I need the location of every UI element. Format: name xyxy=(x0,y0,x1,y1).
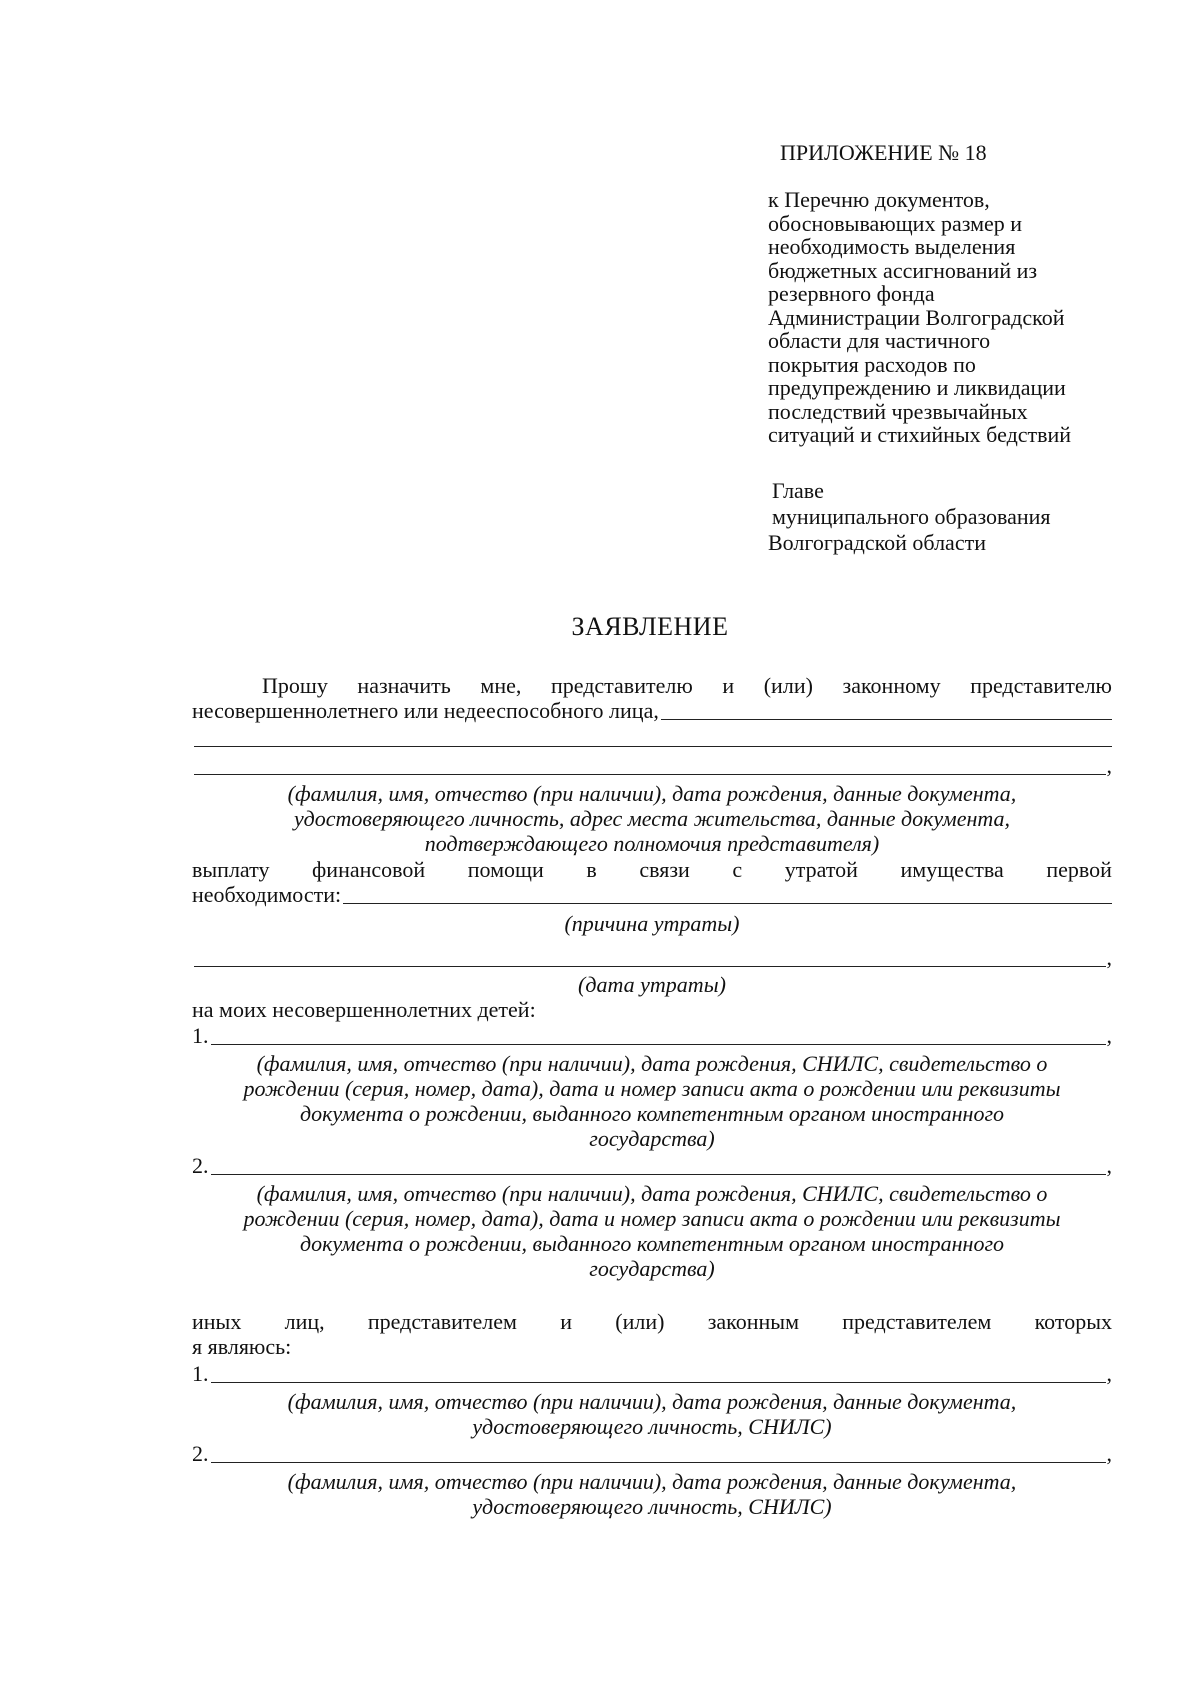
comma: , xyxy=(1106,1153,1112,1178)
word: помощи xyxy=(467,857,544,882)
applicant-blank-line xyxy=(192,754,1112,778)
children-heading-text: на моих несовершеннолетних детей: xyxy=(192,997,536,1022)
request-line-2 xyxy=(192,699,1112,723)
word: лиц, xyxy=(284,1309,325,1334)
annex-line: к Перечню документов, xyxy=(768,187,990,212)
word: которых xyxy=(1034,1309,1112,1334)
caption-line: рождении (серия, номер, дата), дата и номер записи акта о рождении или реквизиты xyxy=(243,1206,1061,1231)
caption-line: (дата утраты) xyxy=(578,972,726,997)
children-heading xyxy=(192,998,1112,1022)
caption-line: (фамилия, имя, отчество (при наличии), дата рождения, данные документа, xyxy=(287,781,1017,806)
child-1-caption xyxy=(192,1051,1112,1151)
word: выплату xyxy=(192,857,270,882)
payment-line-2 xyxy=(192,883,1112,907)
word: и xyxy=(560,1309,572,1334)
word: назначить xyxy=(357,673,451,698)
item-number: 1. xyxy=(192,1023,209,1048)
caption-line: удостоверяющего личность, СНИЛС) xyxy=(472,1414,832,1439)
annex-line: Администрации Волгоградской xyxy=(768,304,1065,330)
annex-line: обосновывающих размер и xyxy=(768,210,1023,236)
request-line-1 xyxy=(262,674,1112,698)
comma: , xyxy=(1106,1023,1112,1048)
word: (или) xyxy=(763,673,813,698)
word: с xyxy=(732,857,743,882)
comma: , xyxy=(1106,945,1112,970)
caption-line: государства) xyxy=(589,1126,715,1151)
other-person-1-field[interactable] xyxy=(211,1382,1106,1383)
word: финансовой xyxy=(312,857,426,882)
comma: , xyxy=(1106,753,1112,778)
item-number: 2. xyxy=(192,1441,209,1466)
annex-line: бюджетных ассигнований из xyxy=(768,257,1038,283)
caption-line: подтверждающего полномочия представителя) xyxy=(424,831,880,856)
annex-line: необходимость выделения xyxy=(768,234,1016,259)
addressee-line: Главе xyxy=(772,478,824,503)
document-title: ЗАЯВЛЕНИЕ xyxy=(571,612,729,641)
annex-description xyxy=(768,188,1071,447)
comma: , xyxy=(1106,1441,1112,1466)
applicant-caption xyxy=(192,781,1112,856)
caption-line: удостоверяющего личность, адрес места жительства, данные документа, xyxy=(293,806,1011,831)
word: иных xyxy=(192,1309,242,1334)
word: утратой xyxy=(784,857,858,882)
caption-line: (фамилия, имя, отчество (при наличии), дата рождения, данные документа, xyxy=(287,1469,1017,1494)
annex-line: ситуаций и стихийных бедствий xyxy=(768,422,1072,447)
item-number: 2. xyxy=(192,1153,209,1178)
payment-line-1 xyxy=(192,858,1112,882)
other-2-line xyxy=(192,1442,1112,1466)
annex-line: покрытия расходов по xyxy=(768,351,976,377)
child-2-caption xyxy=(192,1181,1112,1281)
loss-reason-field[interactable] xyxy=(343,903,1112,904)
word: Прошу xyxy=(262,673,328,698)
date-caption xyxy=(192,972,1112,997)
caption-line: удостоверяющего личность, СНИЛС) xyxy=(472,1494,832,1519)
reason-caption xyxy=(192,911,1112,936)
child-2-line xyxy=(192,1154,1112,1178)
caption-line: (причина утраты) xyxy=(564,911,740,936)
applicant-blank-line xyxy=(192,726,1112,750)
annex-line: последствий чрезвычайных xyxy=(768,398,1028,424)
loss-date-line xyxy=(192,946,1112,970)
caption-line: (фамилия, имя, отчество (при наличии), дата рождения, СНИЛС, свидетельство о xyxy=(256,1051,1048,1076)
addressee-line: муниципального образования xyxy=(772,504,1051,529)
word: представителю xyxy=(970,673,1112,698)
applicant-name-field[interactable] xyxy=(661,719,1112,720)
others-text: я являюсь: xyxy=(192,1334,292,1359)
request-text: несовершеннолетнего или недееспособного лица, xyxy=(192,698,659,723)
other-2-caption xyxy=(192,1469,1112,1519)
other-person-2-field[interactable] xyxy=(211,1462,1106,1463)
word: (или) xyxy=(615,1309,665,1334)
payment-text: необходимости: xyxy=(192,882,342,907)
caption-line: (фамилия, имя, отчество (при наличии), дата рождения, СНИЛС, свидетельство о xyxy=(256,1181,1048,1206)
word: представителем xyxy=(842,1309,992,1334)
caption-line: документа о рождении, выданного компетентным органом иностранного xyxy=(299,1101,1005,1126)
word: связи xyxy=(639,857,690,882)
word: законным xyxy=(707,1309,799,1334)
loss-date-field[interactable] xyxy=(194,966,1106,967)
applicant-details-field[interactable] xyxy=(194,746,1112,747)
caption-line: (фамилия, имя, отчество (при наличии), дата рождения, данные документа, xyxy=(287,1389,1017,1414)
applicant-details-field[interactable] xyxy=(194,774,1106,775)
addressee-block xyxy=(768,478,1051,556)
addressee-line: Волгоградской области xyxy=(768,530,986,555)
child-1-line xyxy=(192,1024,1112,1048)
child-1-field[interactable] xyxy=(211,1044,1106,1045)
word: законному xyxy=(842,673,941,698)
word: представителем xyxy=(367,1309,517,1334)
other-1-line xyxy=(192,1362,1112,1386)
word: в xyxy=(586,857,597,882)
other-1-caption xyxy=(192,1389,1112,1439)
others-line-2 xyxy=(192,1335,1112,1359)
item-number: 1. xyxy=(192,1361,209,1386)
caption-line: документа о рождении, выданного компетентным органом иностранного xyxy=(299,1231,1005,1256)
annex-line: резервного фонда xyxy=(768,281,935,306)
others-line-1 xyxy=(192,1310,1112,1334)
annex-title: ПРИЛОЖЕНИЕ № 18 xyxy=(780,140,987,165)
annex-line: предупреждению и ликвидации xyxy=(768,375,1066,400)
word: мне, xyxy=(480,673,522,698)
word: и xyxy=(722,673,735,698)
caption-line: рождении (серия, номер, дата), дата и номер записи акта о рождении или реквизиты xyxy=(243,1076,1061,1101)
annex-line: области для частичного xyxy=(768,328,991,353)
word: первой xyxy=(1046,857,1112,882)
child-2-field[interactable] xyxy=(211,1174,1106,1175)
word: представителю xyxy=(550,673,693,698)
word: имущества xyxy=(900,857,1004,882)
comma: , xyxy=(1106,1361,1112,1386)
caption-line: государства) xyxy=(589,1256,715,1281)
